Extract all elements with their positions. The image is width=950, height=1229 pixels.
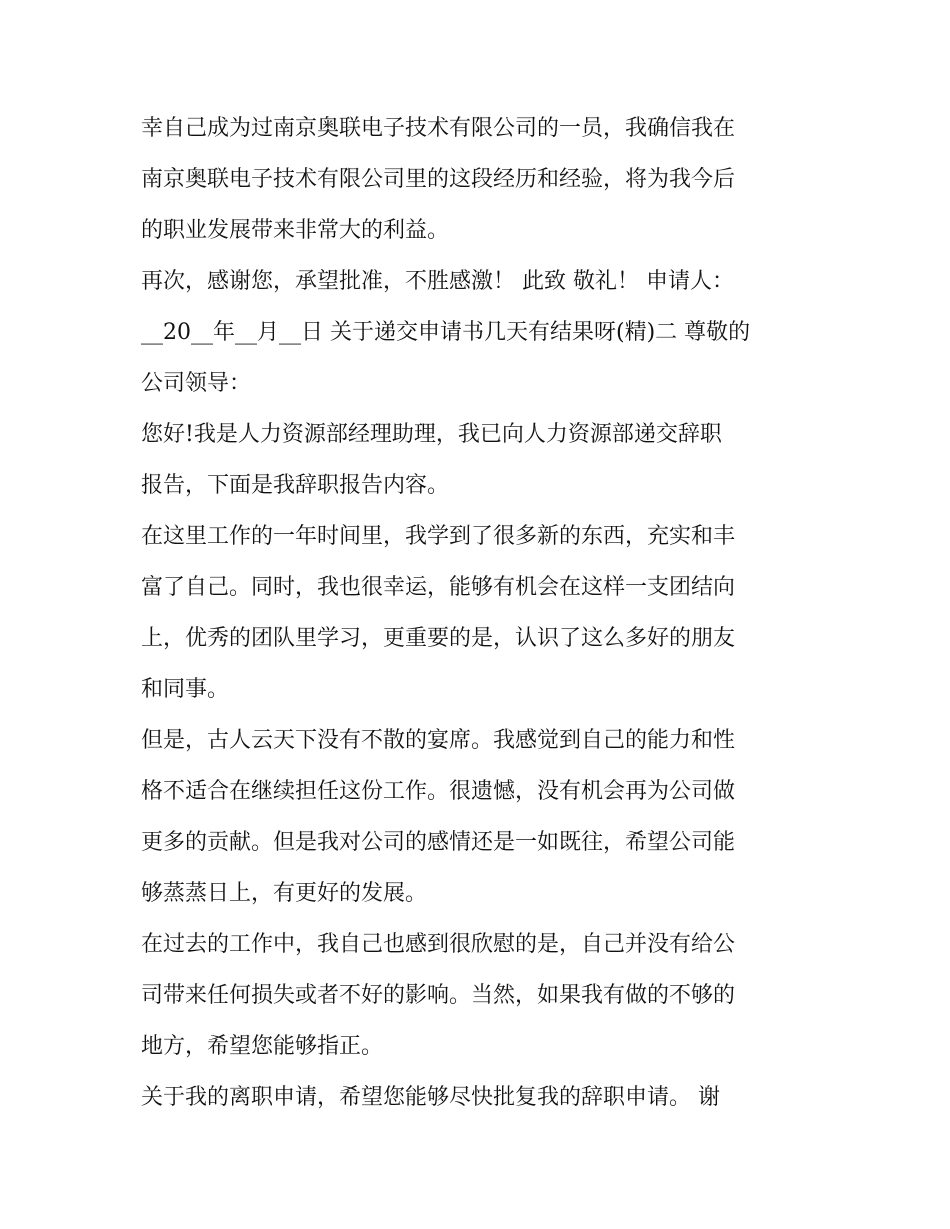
- text-line: 在这里工作的一年时间里，我学到了很多新的东西，充实和丰: [141, 524, 736, 549]
- text-line: 在过去的工作中，我自己也感到很欣慰的是，自己并没有给公: [141, 932, 736, 957]
- text-line: 够蒸蒸日上，有更好的发展。: [141, 881, 428, 906]
- text-line: 关于我的离职申请，希望您能够尽快批复我的辞职申请。 谢: [141, 1085, 720, 1110]
- text-line: 报告，下面是我辞职报告内容。: [141, 473, 450, 498]
- text-line: 上，优秀的团队里学习，更重要的是，认识了这么多好的朋友: [141, 626, 736, 651]
- text-line: 南京奥联电子技术有限公司里的这段经历和经验，将为我今后: [141, 167, 736, 192]
- text-line: 您好!我是人力资源部经理助理，我已向人力资源部递交辞职: [141, 422, 722, 447]
- text-line: 但是，古人云天下没有不散的宴席。我感觉到自己的能力和性: [141, 728, 736, 753]
- text-line: 的职业发展带来非常大的利益。: [141, 218, 450, 243]
- text-line: 更多的贡献。但是我对公司的感情还是一如既往，希望公司能: [141, 830, 736, 855]
- text-line: 富了自己。同时，我也很幸运，能够有机会在这样一支团结向: [141, 575, 736, 600]
- text-line: 和同事。: [141, 677, 230, 702]
- text-line: __20__年__月__日 关于递交申请书几天有结果呀(精)二 尊敬的: [141, 320, 751, 345]
- text-line: 格不适合在继续担任这份工作。很遗憾，没有机会再为公司做: [141, 779, 736, 804]
- text-line: 公司领导：: [141, 371, 252, 396]
- text-line: 司带来任何损失或者不好的影响。当然，如果我有做的不够的: [141, 983, 736, 1008]
- text-line: 再次，感谢您，承望批准，不胜感激！ 此致 敬礼！ 申请人：: [141, 269, 734, 294]
- text-line: 幸自己成为过南京奥联电子技术有限公司的一员，我确信我在: [141, 116, 736, 141]
- text-line: 地方，希望您能够指正。: [141, 1034, 384, 1059]
